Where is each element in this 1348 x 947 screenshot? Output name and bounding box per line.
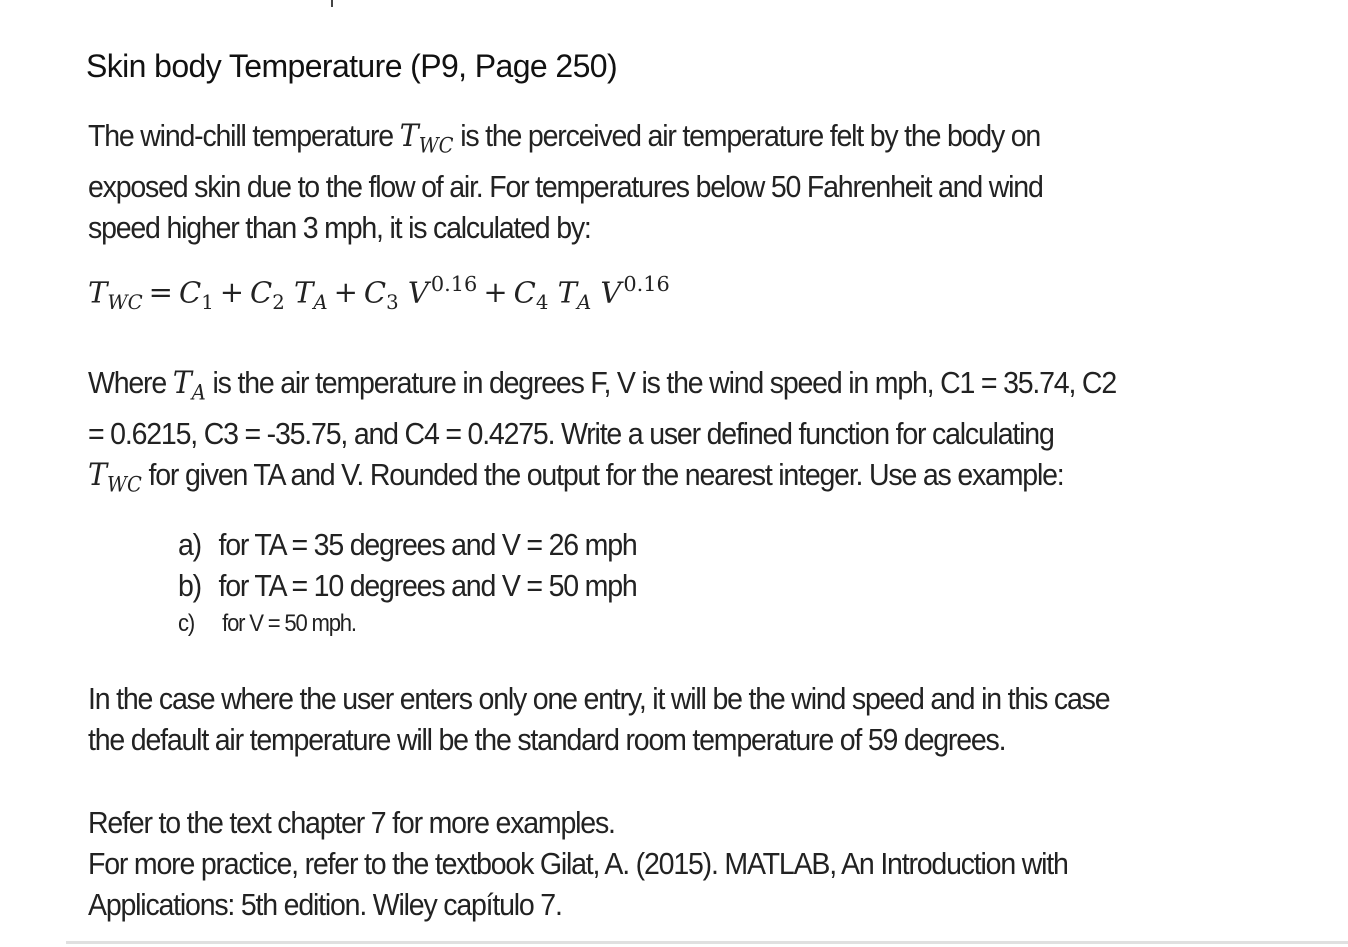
intro-paragraph xyxy=(88,115,1043,248)
twc-symbol: $T_{WC}$ xyxy=(399,118,454,158)
examples-list xyxy=(178,524,637,642)
cursor-tick xyxy=(331,0,333,7)
list-item: a) for TA = 35 degrees and V = 26 mph xyxy=(178,527,637,562)
default-line-2: the default air temperature will be the standard room temperature of 59 degrees. xyxy=(88,722,1006,757)
reference-line-3: Applications: 5th edition. Wiley capítulo 7. xyxy=(88,887,562,922)
list-item: c) for V = 50 mph. xyxy=(178,610,356,637)
references-paragraph xyxy=(88,802,1068,925)
default-case-paragraph xyxy=(88,678,1109,760)
wind-chill-equation: $T_{WC} = C_1 + C_2$ $T_A + C_3$ $V^{0.16} + C_4$ $T_A$ $V^{0.16}$ xyxy=(88,272,670,314)
list-item: b) for TA = 10 degrees and V = 50 mph xyxy=(178,568,637,603)
bottom-divider xyxy=(66,941,1348,944)
intro-line-2: exposed skin due to the flow of air. For temperatures below 50 Fahrenheit and wind xyxy=(88,168,1043,204)
intro-line-1: The wind-chill temperature $T_{WC}$ is the perceived air temperature felt by the body on xyxy=(88,118,1041,158)
definitions-line-1: Where $T_A$ is the air temperature in degrees F, V is the wind speed in mph, C1 = 35.74, C2 xyxy=(88,365,1116,405)
definitions-line-2: = 0.6215, C3 = -35.75, and C4 = 0.4275. Write a user defined function for calculating xyxy=(88,415,1054,451)
reference-line-2: For more practice, refer to the textbook Gilat, A. (2015). MATLAB, An Introduction with xyxy=(88,846,1068,881)
ta-symbol: $T_A$ xyxy=(172,365,206,405)
definitions-paragraph xyxy=(88,362,1116,504)
page-title: Skin body Temperature (P9, Page 250) xyxy=(86,48,618,84)
intro-line-3: speed higher than 3 mph, it is calculated by: xyxy=(88,209,591,245)
default-line-1: In the case where the user enters only one entry, it will be the wind speed and in this case xyxy=(88,681,1110,716)
definitions-line-3: $T_{WC}$ for given TA and V. Rounded the output for the nearest integer. Use as example: xyxy=(88,456,1064,497)
twc-symbol: $T_{WC}$ xyxy=(88,456,142,497)
reference-line-1: Refer to the text chapter 7 for more examples. xyxy=(88,805,615,840)
